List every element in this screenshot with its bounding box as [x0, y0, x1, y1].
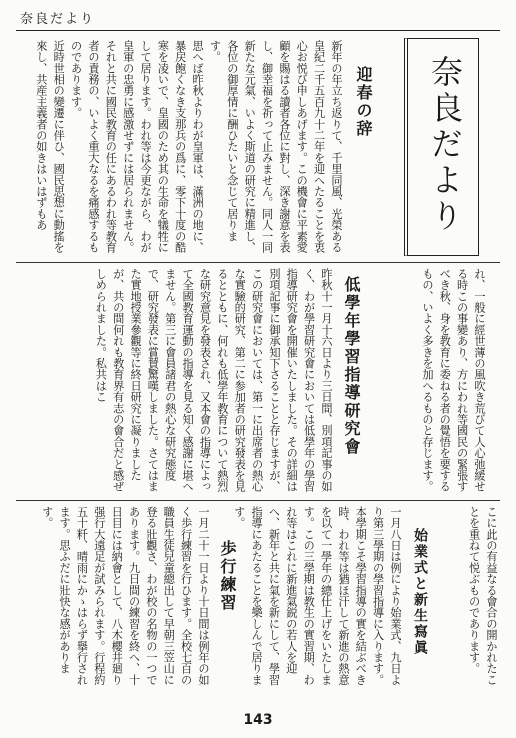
middle-rule — [16, 262, 500, 263]
heading-opening-ceremony: 始業式と新生寫眞 — [412, 528, 428, 656]
heading-walking-practice: 歩行練習 — [218, 540, 237, 612]
heading-new-year: 迎春の辞 — [354, 66, 373, 138]
section-study-meeting-body: 昨秋十一月十六日より三日間、別項記事の如く、わが學習研究會においては低學年の學習指導研究會を開催いたしました。その詳細は別項記事に御承知下さることと存じますが、この研究會においては、第一に出席者の熱心な實驗的研究、第二に参加者の研究發表を見るとともに、何れも低學年教育について熱烈な研究意見を發表され、又本會の指導によって全國教育運動の指導を見る知く感謝に堪へません。第三に會員諸君の熱心な研究態度で、研究發表に賞賛驚嘆しました。さてはまた實地授業參觀等に終日研究に凝りましたが、共の間何れも教育界有志の會合だと感ぜしめられました。私共はこ — [94, 268, 333, 492]
heading-study-meeting: 低學年學習指導研究會 — [342, 276, 361, 456]
section-new-year-body: 新年の年立ち返りて、千里同風、光榮ある皇紀二千五百九十二年を迎へたることを衷心お悦び申しあげます。この機會に平素愛顧を賜はる讀者各位に對し、深き謝意を表し、御幸福を祈って止みません。同人一同新たな元氣、いよく斯道の研究に精進し、各位の御厚情に酬ひたいと念じて居ります。 思へば昨秋よりわが皇軍は、滿洲の地に、暴戻飽くなき支那兵の爲に、零下十度の酷寒を凌いで、皇國のため其の生命を犠牲にして居ります。われ等は今更ながら、わが皇軍の忠勇に感激せずには居られません。それと共に國民教育の任にあるわれ等教育者の責務の、いよく重大なるを痛感するものであります。 近時世相の變遷に伴ひ、國民思想に動搖を來し、共産主義者の如きはいはずもあ — [34, 40, 343, 253]
running-head: 奈良だより — [20, 12, 96, 27]
lower-rule — [16, 500, 500, 501]
section-walking-practice-body: 一月二十一日より十日間は例年の如く歩行練習を行ひます。全校七百の職員生徒兒童總出して早朝三笠山に登る壯觀さ、わが校の名物の一つであります。九日間の練習を終へ、十日目には納會として、八木櫻井廻り强行大遠足が試みられます。行程約五十粁、晴雨にかゝはらず擧行されます。思ふだに壯快な感があります。 — [40, 506, 210, 686]
top-rule — [16, 30, 500, 31]
section-study-meeting-continued: こに此の有益なる會合の開かれたことを重ねて悦ぶものであります。 — [467, 506, 498, 686]
title-box — [404, 38, 479, 256]
page-number: 143 — [243, 712, 273, 728]
page-title: 奈良だより — [426, 55, 464, 235]
section-new-year-continued: れ、一般に經世薄の風吹き荒びて人心弛緩せる時この事變あり、方にわれ等國民の緊張すべき秋、身を教育に委ねる者の覺悟を要するもの、いよく多きを加へるものと存じます。 — [420, 268, 486, 492]
section-opening-ceremony-body: 一月八日は例により始業式、九日より第三學期の學習指導に入ります。本學期こそ學習指導の實を結ぶべき時、われ等は猶ほ汗して新進の熱意を以て一學年の總仕上げをいたします。この三學期は教生の實習期、われ等はこれに新進氣鋭の若人を迎へ、新年と共に氣を新にして、學習指導にあたることを樂しんで居ります。 — [232, 506, 402, 686]
